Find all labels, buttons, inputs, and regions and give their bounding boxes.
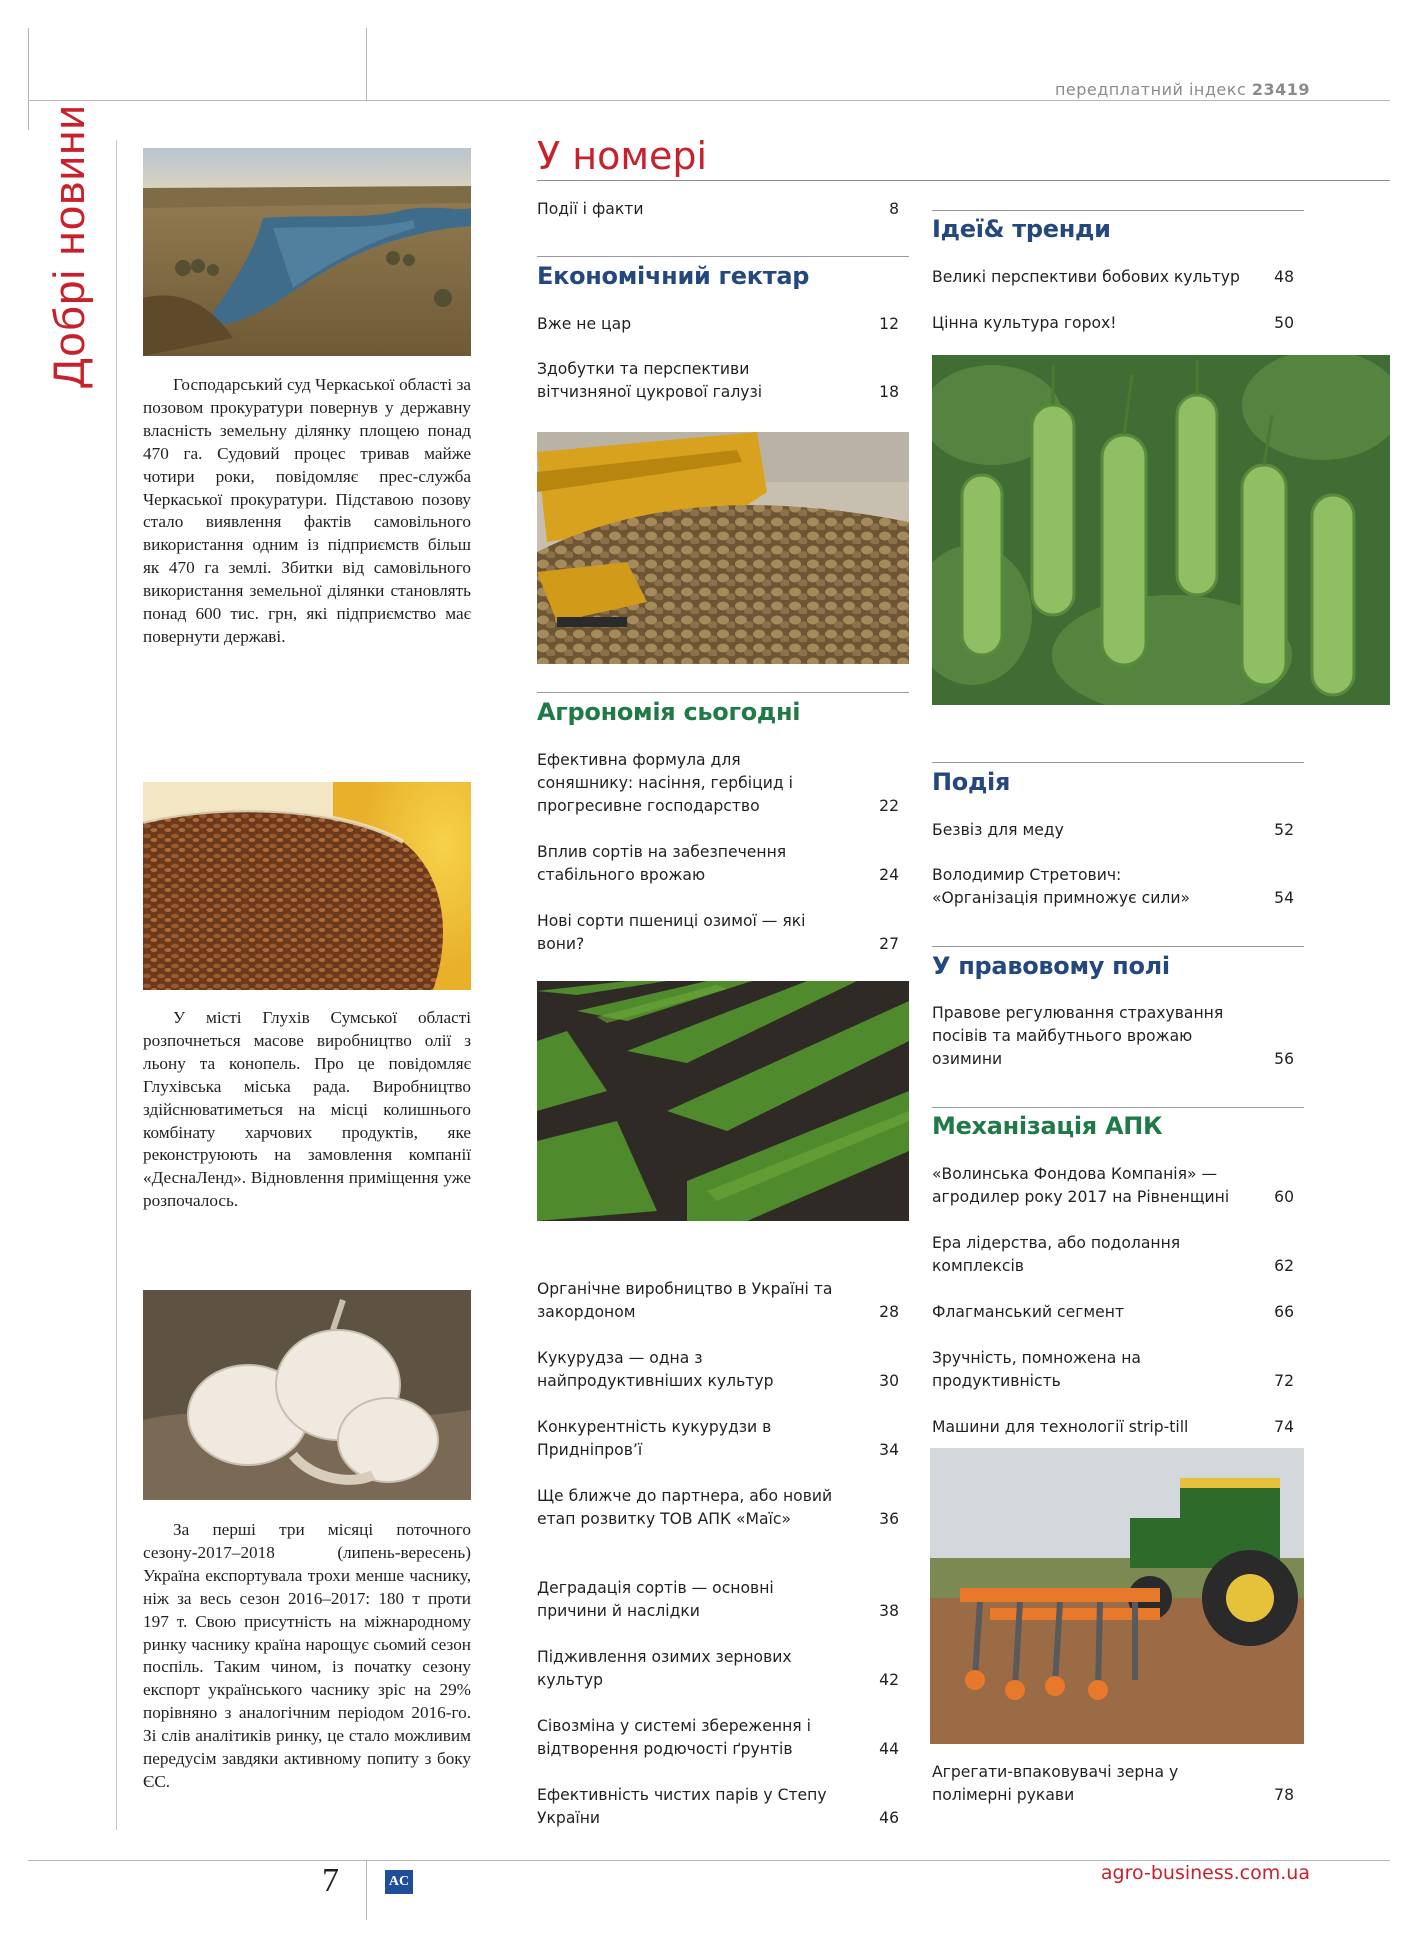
- toc-entry[interactable]: [537, 1784, 899, 1830]
- bottom-rule: [28, 1860, 1390, 1861]
- toc-entry-page: 48: [1274, 268, 1294, 286]
- toc-entry[interactable]: [932, 1301, 1294, 1324]
- toc-entry-page: 72: [1274, 1372, 1294, 1390]
- toc-entry-page: 18: [879, 383, 899, 401]
- top-rule: [28, 100, 1390, 101]
- toc-entry-page: 30: [879, 1372, 899, 1390]
- toc-entry[interactable]: [537, 1416, 899, 1462]
- toc-entry[interactable]: [932, 1163, 1294, 1209]
- toc-entry-page: 62: [1274, 1257, 1294, 1275]
- toc-entry-page: 78: [1274, 1786, 1294, 1804]
- toc-entry[interactable]: [537, 198, 899, 221]
- toc-entry[interactable]: [932, 1232, 1294, 1278]
- toc-entry-page: 44: [879, 1740, 899, 1758]
- page-number: 7: [322, 1862, 339, 1899]
- toc-entry[interactable]: [537, 1715, 899, 1761]
- garlic-image: [143, 1290, 471, 1500]
- sidebar-vertical-title: Добрі новини: [45, 103, 94, 389]
- toc-entry[interactable]: [537, 1485, 899, 1531]
- tractor-cultivator-image: [930, 1448, 1304, 1744]
- wheat-field-rows-image: [537, 981, 909, 1221]
- toc-entry-title: Ще ближче до партнера, або новий етап розвитку ТОВ АПК «Маїс»: [537, 1487, 833, 1528]
- website-link[interactable]: agro-business.com.ua: [1100, 1862, 1310, 1884]
- toc-entry-title: Вже не цар: [537, 315, 632, 333]
- section-heading-economic: Економічний гектар: [537, 262, 810, 290]
- corner-mark-left: [28, 28, 29, 130]
- contents-title-rule: [537, 180, 1390, 181]
- toc-entry-page: 56: [1274, 1050, 1294, 1068]
- toc-entry[interactable]: [932, 819, 1294, 842]
- toc-entry[interactable]: [537, 749, 899, 818]
- subscription-index: 23419: [1251, 80, 1310, 99]
- toc-entry-title: Деградація сортів — основні причини й наслідки: [537, 1579, 774, 1620]
- toc-entry-title: Вплив сортів на забезпечення стабільного врожаю: [537, 843, 787, 884]
- toc-entry-title: Машини для технології strip-till: [932, 1418, 1189, 1436]
- toc-entry[interactable]: [537, 910, 899, 956]
- toc-entry[interactable]: [932, 312, 1294, 335]
- toc-entry-page: 52: [1274, 821, 1294, 839]
- toc-entry[interactable]: [537, 841, 899, 887]
- section-rule: [932, 762, 1304, 763]
- toc-entry-page: 12: [879, 315, 899, 333]
- section-heading-ideas: Ідеї& тренди: [932, 215, 1111, 243]
- toc-entry-page: 66: [1274, 1303, 1294, 1321]
- toc-entry-page: 54: [1274, 889, 1294, 907]
- toc-entry-title: Ефективна формула для соняшнику: насіння, гербіцид і прогресивне господарство: [537, 751, 793, 815]
- toc-entry-page: 38: [879, 1602, 899, 1620]
- toc-entry-page: 60: [1274, 1188, 1294, 1206]
- news-item-text: У місті Глухів Сумської області розпочнеться масове виробництво олії з льону та конопель. Про це повідомляє Глухівська міська рада. Виробництво здійснюватиметься на місці колишнього комбінату харчових продуктів, яке реконструюють на замовлення компанії «ДеснаЛенд». Відновлення приміщення уже розпочалось.: [143, 1008, 471, 1211]
- toc-entry-title: «Волинська Фондова Компанія» — агродилер року 2017 на Рівненщині: [932, 1165, 1230, 1206]
- toc-entry-title: Кукурудза — одна з найпродуктивніших культур: [537, 1349, 774, 1390]
- toc-entry-title: Безвіз для меду: [932, 821, 1064, 839]
- toc-entry-title: Події і факти: [537, 200, 644, 218]
- section-rule: [932, 210, 1304, 211]
- toc-entry-page: 50: [1274, 314, 1294, 332]
- toc-entry[interactable]: [537, 313, 899, 336]
- toc-entry[interactable]: [932, 1002, 1294, 1071]
- section-heading-event: Подія: [932, 768, 1011, 796]
- toc-entry-page: 34: [879, 1441, 899, 1459]
- toc-entry-page: 74: [1274, 1418, 1294, 1436]
- toc-entry-title: Здобутки та перспективи вітчизняної цукрової галузі: [537, 360, 763, 401]
- toc-entry-title: Конкурентність кукурудзи в Придніпров’ї: [537, 1418, 772, 1459]
- publisher-logo: AC: [385, 1870, 413, 1894]
- toc-entry-title: Агрегати-впаковувачі зерна у полімерні рукави: [932, 1763, 1179, 1804]
- toc-entry[interactable]: [932, 1416, 1294, 1439]
- subscription-info: [1055, 80, 1310, 99]
- section-heading-legal: У правовому полі: [932, 952, 1170, 980]
- pea-pods-image: [932, 355, 1390, 705]
- toc-entry-page: 36: [879, 1510, 899, 1528]
- toc-entry-title: Сівозміна у системі збереження і відтворення родючості ґрунтів: [537, 1717, 811, 1758]
- section-rule: [932, 1107, 1304, 1108]
- section-rule: [537, 692, 909, 693]
- toc-entry[interactable]: [932, 266, 1294, 289]
- toc-entry[interactable]: [537, 358, 899, 404]
- toc-entry[interactable]: [932, 864, 1294, 910]
- toc-entry-page: 46: [879, 1809, 899, 1827]
- toc-entry-page: 22: [879, 797, 899, 815]
- toc-entry[interactable]: [932, 1761, 1294, 1807]
- toc-entry-title: Підживлення озимих зернових культур: [537, 1648, 792, 1689]
- toc-entry[interactable]: [537, 1278, 899, 1324]
- toc-entry[interactable]: [537, 1347, 899, 1393]
- sugar-beet-harvest-image: [537, 432, 909, 664]
- section-rule: [932, 946, 1304, 947]
- toc-entry-title: Нові сорти пшениці озимої — які вони?: [537, 912, 806, 953]
- toc-entry-title: Ефективність чистих парів у Степу України: [537, 1786, 827, 1827]
- section-heading-agronomy: Агрономія сьогодні: [537, 698, 801, 726]
- sidebar-divider: [116, 140, 117, 1830]
- toc-entry[interactable]: [932, 1347, 1294, 1393]
- toc-entry-page: 42: [879, 1671, 899, 1689]
- toc-entry-page: 27: [879, 935, 899, 953]
- toc-entry-page: 24: [879, 866, 899, 884]
- contents-title: У номері: [537, 134, 708, 178]
- toc-entry-page: 28: [879, 1303, 899, 1321]
- section-rule: [537, 256, 909, 257]
- toc-entry-title: Правове регулювання страхування посівів та майбутнього врожаю озимини: [932, 1004, 1224, 1068]
- footer-divider: [366, 1860, 367, 1920]
- news-item-text: Господарський суд Черкаської області за позовом прокуратури повернув у державну власність земельну ділянку площею понад 470 га. Судовий процес тривав майже чотири роки, повідомляє прес-служба Черкаської прокуратури. Підставою позову стало виявлення фактів самовільного використання одним із підприємств більш як 470 га землі. Збитки від самовільного використання земельної ділянки становлять понад 600 тис. грн, які підприємство має повернути державі.: [143, 375, 471, 646]
- header-divider: [366, 28, 367, 100]
- toc-entry-title: Флагманський сегмент: [932, 1303, 1125, 1321]
- toc-entry-page: 8: [889, 200, 899, 218]
- section-heading-mechanization: Механізація АПК: [932, 1112, 1163, 1140]
- toc-entry-title: Ера лідерства, або подолання комплексів: [932, 1234, 1181, 1275]
- news-item-text: За перші три місяці поточного сезону-2017–2018 (липень-вересень) Україна експортувала трохи менше часнику, ніж за весь сезон 2016–2017: 180 т проти 197 т. Свою присутність на міжнародному ринку часнику країна нарощує сьомий сезон поспіль. Таким чином, із початку сезону експорт українського часнику зріс на 29% порівняно з аналогічним періодом 2016-го. Зі слів аналітиків ринку, це стало можливим передусім завдяки активному попиту з боку ЄС.: [143, 1520, 471, 1791]
- subscription-label: передплатний індекс: [1054, 80, 1247, 99]
- flax-seeds-image: [143, 782, 471, 990]
- toc-entry-title: Цінна культура горох!: [932, 314, 1117, 332]
- toc-entry-title: Зручність, помножена на продуктивність: [932, 1349, 1141, 1390]
- toc-entry[interactable]: [537, 1646, 899, 1692]
- toc-entry-title: Великі перспективи бобових культур: [932, 268, 1240, 286]
- toc-entry[interactable]: [537, 1577, 899, 1623]
- lake-landscape-image: [143, 148, 471, 356]
- toc-entry-title: Володимир Стретович: «Організація примножує сили»: [932, 866, 1190, 907]
- toc-entry-title: Органічне виробництво в Україні та закордоном: [537, 1280, 833, 1321]
